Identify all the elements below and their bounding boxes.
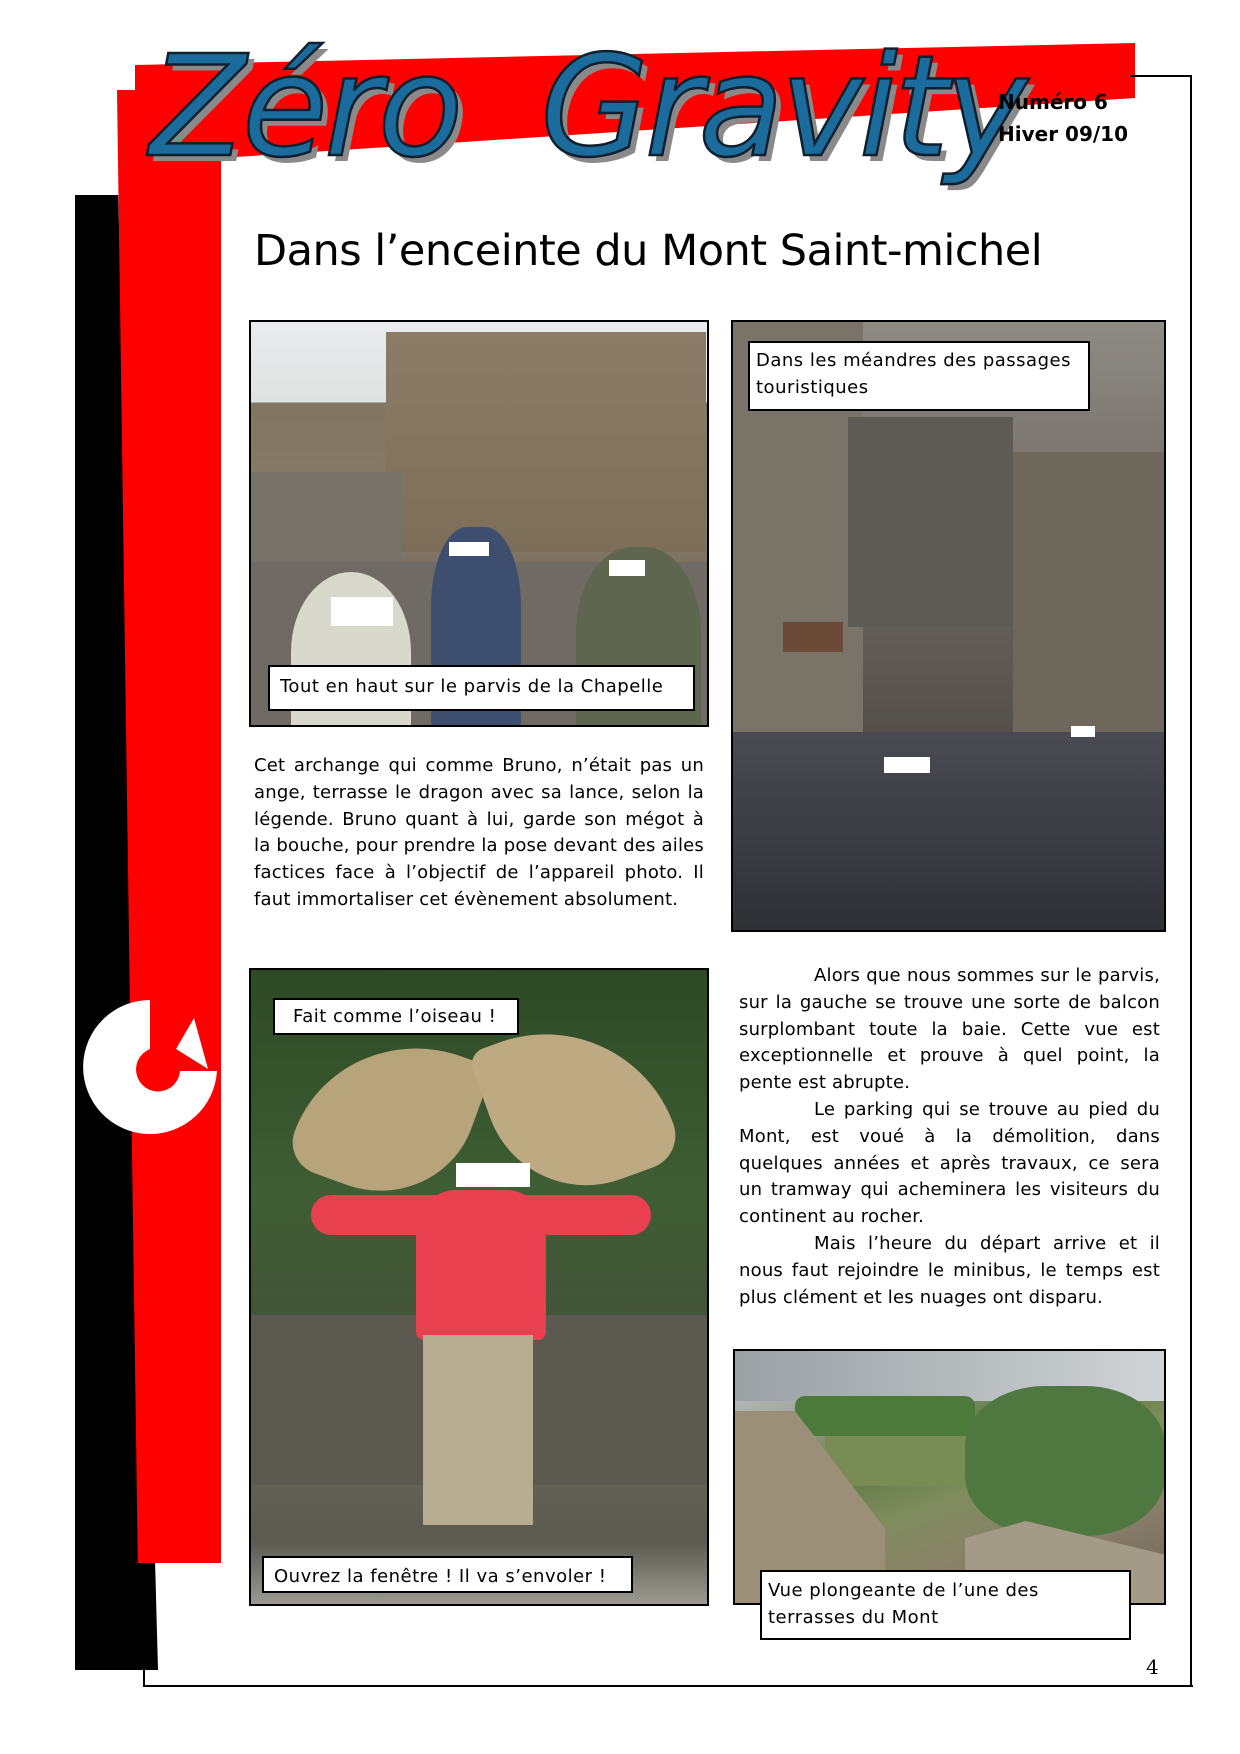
paragraph: Le parking qui se trouve au pied du Mont, est voué à la démolition, dans quelques années et après travaux, ce sera un tramway qui acheminera les visiteurs du continent au rocher. [739,1098,1160,1228]
photo-passages [731,320,1166,932]
paragraph: Mais l’heure du départ arrive et il nous faut rejoindre le minibus, le temps est plus clément et les nuages ont disparu. [739,1232,1160,1308]
issue-number: Numéro 6 [998,90,1108,114]
photo-caption: Tout en haut sur le parvis de la Chapelle [268,665,695,711]
issue-season: Hiver 09/10 [998,122,1128,146]
red-jacket [416,1190,546,1340]
left-wing [284,1012,494,1219]
photo-caption-top: Fait comme l’oiseau ! [273,998,519,1035]
page-number: 4 [1146,1655,1159,1679]
chapel-facade [386,332,706,552]
tree-line [795,1396,975,1436]
lawn [825,1436,975,1486]
shingled-house [848,417,1013,627]
hotel-sign [783,622,843,652]
frame-right-line [1190,75,1192,1687]
face-blur [609,560,645,576]
crowd [733,732,1166,932]
tree-canopy [965,1386,1165,1536]
article-heading: Dans l’enceinte du Mont Saint-michel [254,226,1043,276]
photo-caption: Vue plongeante de l’une des terrasses du Mont [760,1570,1131,1640]
frame-left-line [143,1600,145,1687]
face-blur [884,757,930,773]
photo-caption: Dans les méandres des passages touristiques [748,341,1090,411]
photo-parvis [249,320,709,727]
trousers [423,1335,533,1525]
face-blur [331,597,393,626]
article-paragraphs-right [739,963,1160,1311]
paragraph: Cet archange qui comme Bruno, n’était pas un ange, terrasse le dragon avec sa lance, selon la légende. Bruno quant à lui, garde son mégot à la bouche, pour prendre la pose devant des ailes factices face à l’objectif de l’appareil photo. Il faut immortaliser cet évènement absolument. [254,755,704,910]
photo-caption-bottom: Ouvrez la fenêtre ! Il va s’envoler ! [262,1556,633,1593]
gravity-logo-icon [80,997,220,1137]
face-blur [449,542,489,556]
photo-ailes [249,968,709,1606]
face-blur [456,1163,530,1187]
issue-info [998,86,1128,150]
frame-bottom-line [143,1685,1193,1687]
paragraph: Alors que nous sommes sur le parvis, sur la gauche se trouve une sorte de balcon surplombant toute la baie. Cette vue est exceptionnelle et prouve à quel point, la pente est abrupte. [739,965,1160,1094]
magazine-title: Zéro Gravity [150,26,1024,189]
photo-terrasse [733,1349,1166,1605]
frame-top-line [1130,75,1192,77]
article-paragraph-left [254,753,704,914]
face-blur [1071,726,1095,737]
